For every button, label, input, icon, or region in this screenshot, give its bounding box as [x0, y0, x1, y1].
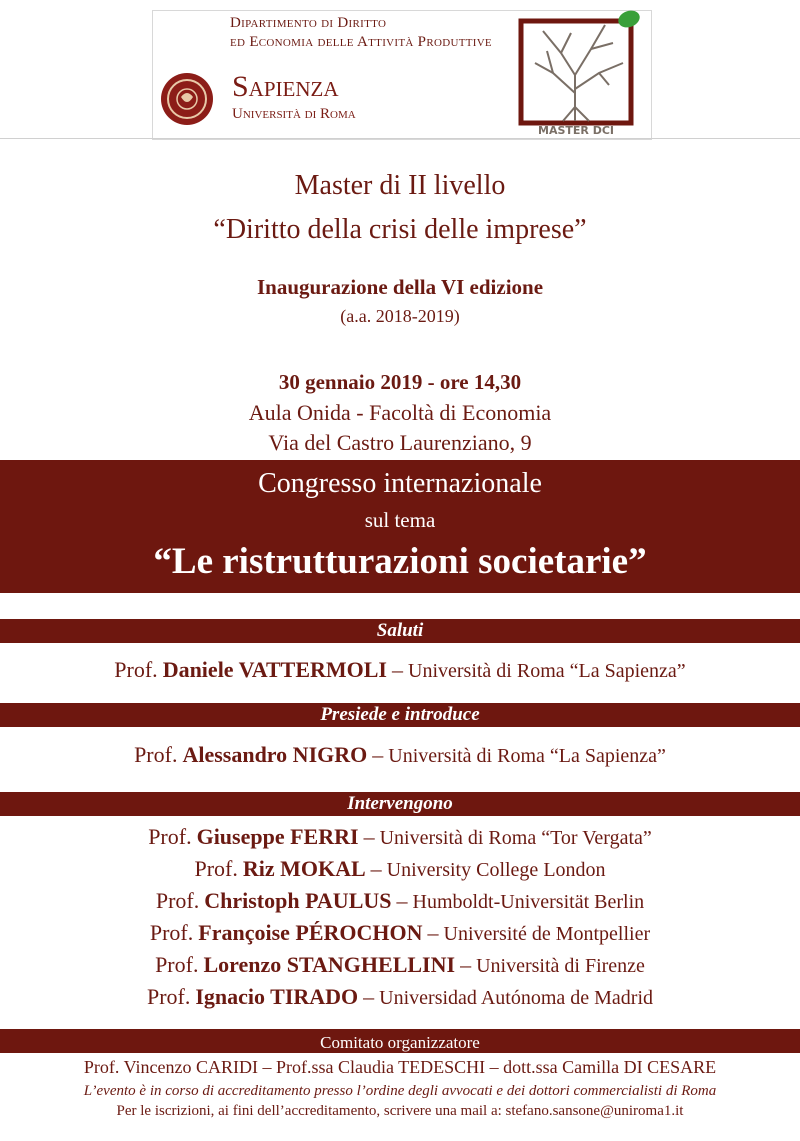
event-address: Via del Castro Laurenziano, 9 — [268, 430, 532, 455]
speaker-row — [0, 824, 800, 850]
speaker-name: Giuseppe FERRI — [196, 824, 359, 849]
organizing-committee-label: Comitato organizzatore — [320, 1033, 480, 1052]
event-date: 30 gennaio 2019 - ore 14,30 — [278, 370, 522, 394]
speaker-affiliation: Universidad Autónoma de Madrid — [379, 987, 654, 1009]
department-line-2: ed Economia delle Attività Produttive — [230, 34, 492, 50]
speaker-name: Lorenzo STANGHELLINI — [203, 952, 456, 977]
registration-note: Per le iscrizioni, ai fini dell’accreditamento, scrivere una mail a: stefano.sansone@uniroma1.it — [116, 1103, 684, 1119]
department-name — [230, 14, 492, 52]
speaker-name: Alessandro NIGRO — [182, 742, 368, 767]
speaker-affiliation: University College London — [386, 859, 606, 881]
accreditation-note: L’evento è in corso di accreditamento presso l’ordine degli avvocati e dei dottori commercialisti di Roma — [83, 1083, 717, 1099]
speaker-title: Prof. — [155, 952, 199, 977]
speaker-affiliation: Università di Roma “Tor Vergata” — [379, 827, 652, 849]
master-logo-label: MASTER DCI — [538, 124, 614, 137]
master-subtitle: “Diritto della crisi delle imprese” — [213, 214, 587, 245]
section-label-intervengono: Intervengono — [347, 793, 453, 814]
speaker-affiliation: Università di Roma “La Sapienza” — [408, 660, 686, 682]
congress-theme: “Le ristrutturazioni societarie” — [153, 541, 647, 582]
speaker-row — [0, 657, 800, 683]
university-name: Sapienza — [232, 70, 339, 103]
department-line-1: Dipartimento di Diritto — [230, 15, 387, 31]
speaker-title: Prof. — [134, 742, 178, 767]
speaker-separator: – — [370, 856, 382, 881]
master-dci-logo — [513, 3, 651, 137]
sapienza-seal-icon — [161, 73, 213, 125]
speaker-separator: – — [363, 824, 375, 849]
speaker-row — [0, 920, 800, 946]
university-subtitle: Università di Roma — [232, 106, 356, 122]
speaker-name: Riz MOKAL — [242, 856, 366, 881]
congress-theme-label: sul tema — [364, 508, 436, 532]
header-divider — [0, 138, 800, 139]
organizers-list: Prof. Vincenzo CARIDI – Prof.ssa Claudia TEDESCHI – dott.ssa Camilla DI CESARE — [83, 1057, 717, 1077]
speaker-separator: – — [396, 888, 408, 913]
speaker-separator: – — [363, 984, 375, 1009]
speaker-separator: – — [392, 657, 403, 682]
section-label-presiede: Presiede e introduce — [320, 704, 480, 725]
section-label-saluti: Saluti — [376, 620, 424, 641]
speaker-name: Françoise PÉROCHON — [198, 920, 423, 945]
speaker-row — [0, 742, 800, 768]
speaker-affiliation: Università di Firenze — [476, 955, 645, 977]
speaker-title: Prof. — [114, 657, 158, 682]
edition-heading: Inaugurazione della VI edizione — [256, 275, 544, 299]
academic-year: (a.a. 2018-2019) — [340, 306, 460, 326]
speaker-name: Christoph PAULUS — [204, 888, 392, 913]
congress-title: Congresso internazionale — [258, 468, 542, 499]
speaker-affiliation: Humboldt-Universität Berlin — [412, 891, 645, 913]
speaker-title: Prof. — [149, 920, 194, 945]
speaker-title: Prof. — [148, 824, 192, 849]
speaker-separator: – — [427, 920, 439, 945]
speaker-row — [0, 952, 800, 978]
speaker-affiliation: Università di Roma “La Sapienza” — [388, 745, 666, 767]
speaker-row — [0, 984, 800, 1010]
speaker-name: Daniele VATTERMOLI — [162, 657, 387, 682]
master-title: Master di II livello — [294, 170, 506, 201]
speaker-title: Prof. — [155, 888, 200, 913]
speaker-title: Prof. — [146, 984, 191, 1009]
leaf-icon — [616, 8, 642, 31]
speaker-title: Prof. — [194, 856, 238, 881]
speaker-separator: – — [372, 742, 384, 767]
speaker-affiliation: Université de Montpellier — [443, 923, 651, 945]
event-venue: Aula Onida - Facoltà di Economia — [248, 400, 552, 425]
speaker-name: Ignacio TIRADO — [195, 984, 359, 1009]
speaker-row — [0, 856, 800, 882]
speaker-row — [0, 888, 800, 914]
seal-emblem — [161, 73, 213, 125]
speaker-separator: – — [460, 952, 472, 977]
